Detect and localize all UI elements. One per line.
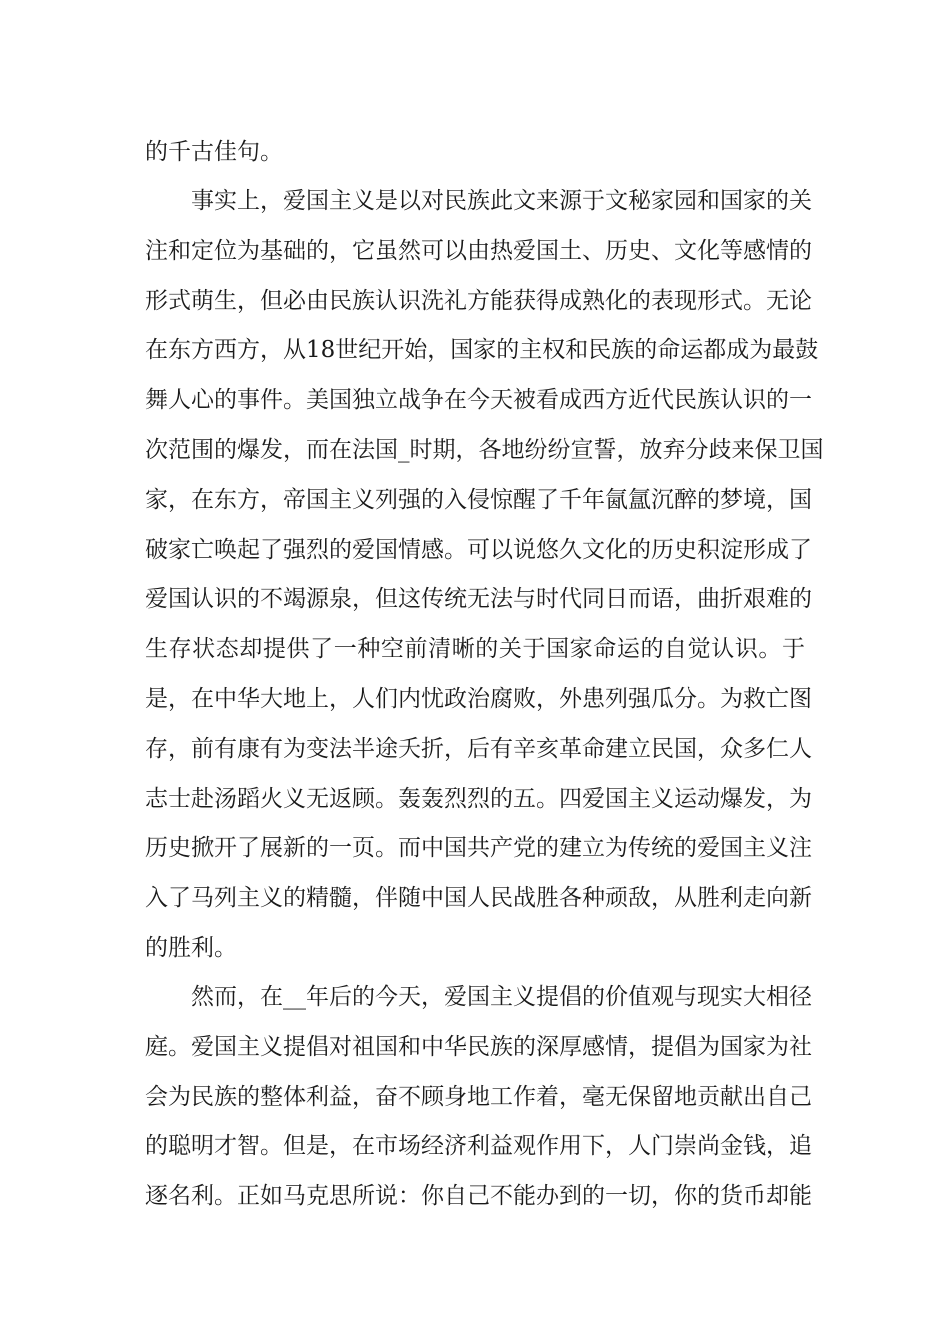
text-line: 形式萌生，但必由民族认识洗礼方能获得成熟化的表现形式。无论 [145,287,812,314]
text-line: 爱国认识的不竭源泉，但这传统无法与时代同日而语，曲折艰难的 [145,586,812,613]
text-line: 是，在中华大地上，人们内忧政治腐败，外患列强瓜分。为救亡图 [145,685,812,712]
text-line: 的聪明才智。但是，在市场经济利益观作用下，人门崇尚金钱，追 [145,1133,812,1160]
text-line: 注和定位为基础的，它虽然可以由热爱国土、历史、文化等感情的 [145,237,812,264]
text-line: 逐名利。正如马克思所说：你自己不能办到的一切，你的货币却能 [145,1183,812,1210]
text-line: 舞人心的事件。美国独立战争在今天被看成西方近代民族认识的一 [145,387,812,414]
text-line: 会为民族的整体利益，奋不顾身地工作着，毫无保留地贡献出自己 [145,1083,812,1110]
text-line: 存，前有康有为变法半途夭折，后有辛亥革命建立民国，众多仁人 [145,735,812,762]
paragraph-patriotism-history [145,177,824,974]
paragraph-present-day [145,973,812,1222]
text-line: 事实上，爱国主义是以对民族此文来源于文秘家园和国家的关 [191,188,812,214]
text-line: 破家亡唤起了强烈的爱国情感。可以说悠久文化的历史积淀形成了 [145,536,812,563]
text-line: 的胜利。 [145,934,237,961]
text-line: 志士赴汤蹈火义无返顾。轰轰烈烈的五。四爱国主义运动爆发，为 [145,785,812,812]
paragraph-continuation [145,128,805,178]
text-line: 在东方西方，从18世纪开始，国家的主权和民族的命运都成为最鼓 [145,337,819,364]
text-line: 家，在东方，帝国主义列强的入侵惊醒了千年氤氲沉醉的梦境，国 [145,486,812,513]
text-line: 庭。爱国主义提倡对祖国和中华民族的深厚感情，提倡为国家为社 [145,1033,812,1060]
text-line: 入了马列主义的精髓，伴随中国人民战胜各种顽敌，从胜利走向新 [145,885,812,912]
text-line: 的千古佳句。 [145,139,283,165]
text-line: 历史掀开了展新的一页。而中国共产党的建立为传统的爱国主义注 [145,835,812,862]
text-line: 次范围的爆发，而在法国_时期，各地纷纷宣誓，放弃分歧来保卫国 [145,436,824,463]
text-line: 生存状态却提供了一种空前清晰的关于国家命运的自觉认识。于 [145,636,805,663]
text-line: 然而，在__年后的今天，爱国主义提倡的价值观与现实大相径 [191,984,812,1010]
